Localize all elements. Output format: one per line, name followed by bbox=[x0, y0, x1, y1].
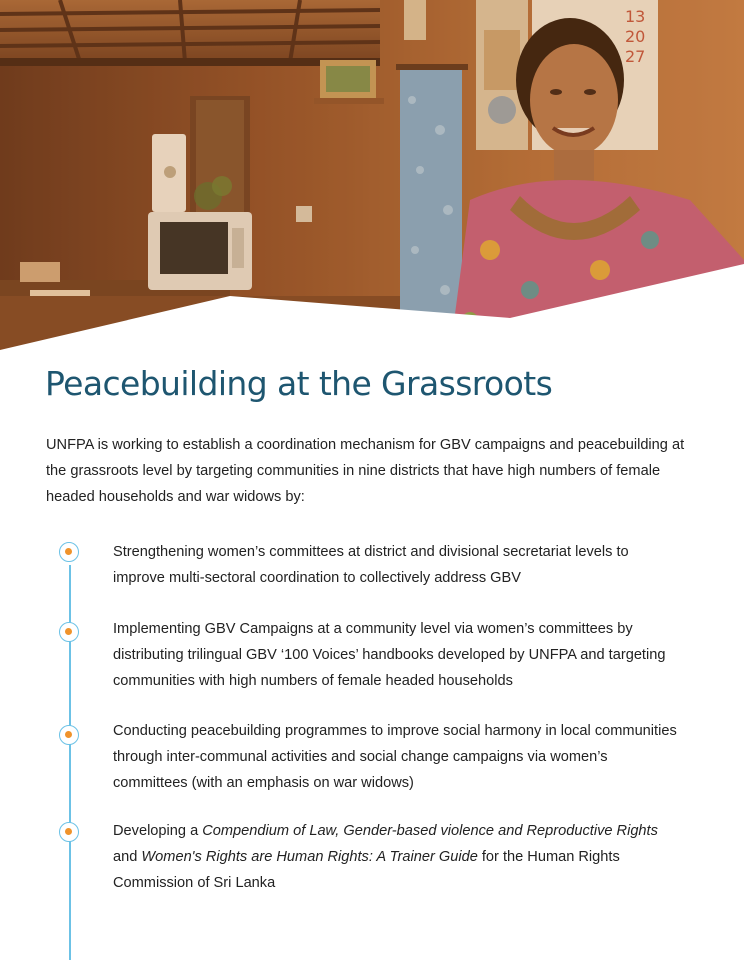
list-item-2: Implementing GBV Campaigns at a community level via women’s committees by distributing trilingual GBV ‘100 Voices’ handbooks developed by UNFPA and targeting communities with high numbers of female headed households bbox=[113, 621, 666, 689]
page-title: Peacebuilding at the Grassroots bbox=[45, 364, 553, 403]
timeline-bullet-4 bbox=[59, 822, 79, 842]
list-item-3: Conducting peacebuilding programmes to improve social harmony in local communities through inter-communal activities and social change campaigns via women’s committees (with an emphasis on war widows) bbox=[113, 723, 677, 791]
list-item-4-prefix: Developing a bbox=[113, 823, 203, 839]
calendar-number-3: 27 bbox=[625, 47, 646, 66]
calendar-number-2: 20 bbox=[625, 27, 646, 46]
list-item-4 bbox=[113, 818, 683, 896]
hero-illustration bbox=[0, 0, 744, 352]
calendar-number-1: 13 bbox=[625, 7, 646, 26]
intro-paragraph: UNFPA is working to establish a coordination mechanism for GBV campaigns and peacebuilding at the grassroots level by targeting communities in nine districts that have high numbers of female headed households and war widows by: bbox=[46, 437, 685, 505]
hero-photo bbox=[0, 0, 744, 352]
timeline-bullet-1 bbox=[59, 542, 79, 562]
compendium-title: Compendium of Law, Gender-based violence and Reproductive Rights bbox=[202, 823, 658, 839]
list-item-4-suffix: for the Human Rights Commission of Sri Lanka bbox=[113, 849, 620, 891]
timeline-bullet-3 bbox=[59, 725, 79, 745]
trainer-guide-title: Women's Rights are Human Rights: A Trainer Guide bbox=[141, 849, 478, 865]
timeline-bullet-2 bbox=[59, 622, 79, 642]
list-item-4-middle: and bbox=[113, 849, 142, 865]
list-item-1: Strengthening women’s committees at district and divisional secretariat levels to improve multi-sectoral coordination to collectively address GBV bbox=[113, 544, 629, 586]
